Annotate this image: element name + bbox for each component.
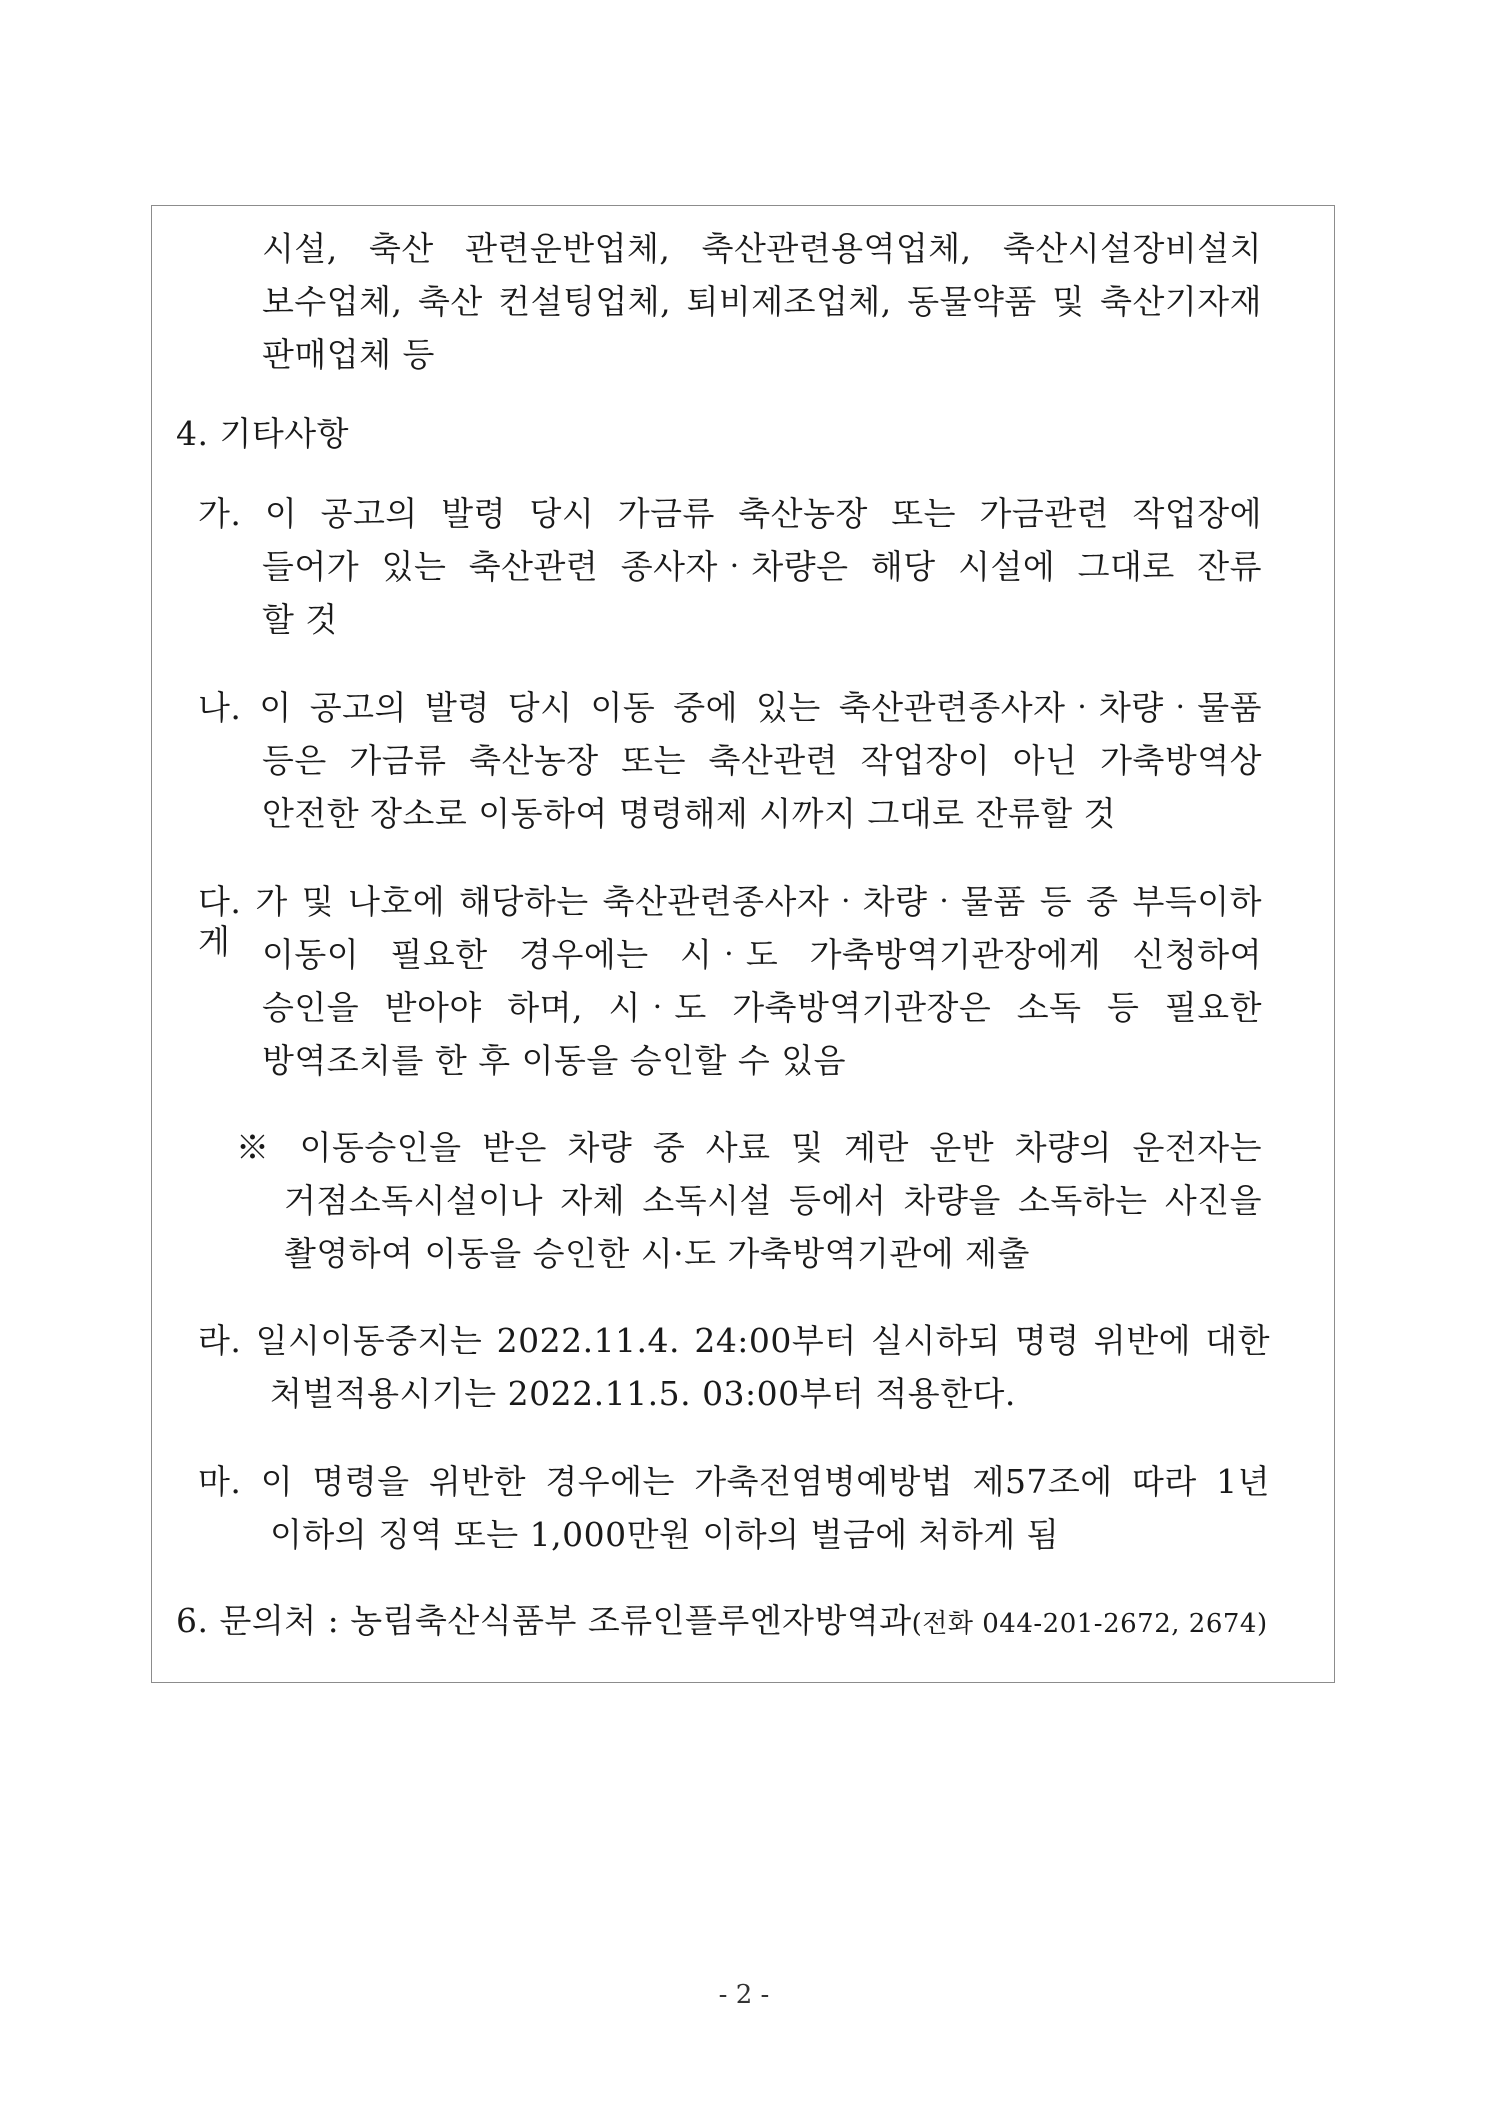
note-line-1: ※ 이동승인을 받은 차량 중 사료 및 계란 운반 차량의 운전자는: [236, 1128, 1262, 1167]
intro-line-3: 판매업체 등: [262, 335, 435, 374]
contact-phone: (전화 044-201-2672, 2674): [911, 1609, 1268, 1639]
item-ra-line-2: 처벌적용시기는 2022.11.5. 03:00부터 적용한다.: [270, 1374, 1016, 1413]
item-ga-line-3: 할 것: [262, 600, 338, 639]
item-na-line-2: 등은 가금류 축산농장 또는 축산관련 작업장이 아닌 가축방역상: [262, 741, 1262, 780]
item-na-line-3: 안전한 장소로 이동하여 명령해제 시까지 그대로 잔류할 것: [262, 794, 1116, 833]
item-ga-line-2: 들어가 있는 축산관련 종사자‧차량은 해당 시설에 그대로 잔류: [262, 547, 1262, 586]
item-ga-line-1: 가. 이 공고의 발령 당시 가금류 축산농장 또는 가금관련 작업장에: [198, 494, 1262, 533]
item-da-line-4: 방역조치를 한 후 이동을 승인할 수 있음: [262, 1041, 846, 1080]
item-na-line-1: 나. 이 공고의 발령 당시 이동 중에 있는 축산관련종사자‧차량‧물품: [198, 688, 1262, 727]
item-da-line-3: 승인을 받아야 하며, 시‧도 가축방역기관장은 소독 등 필요한: [262, 988, 1262, 1027]
notice-box: [151, 205, 1335, 1683]
intro-line-1: 시설, 축산 관련운반업체, 축산관련용역업체, 축산시설장비설치: [262, 229, 1262, 268]
intro-line-2: 보수업체, 축산 컨설팅업체, 퇴비제조업체, 동물약품 및 축산기자재: [262, 282, 1262, 321]
notice-content: [152, 206, 1334, 1682]
section-4-title: 4. 기타사항: [176, 414, 349, 453]
item-da-line-1: 다. 가 및 나호에 해당하는 축산관련종사자‧차량‧물품 등 중 부득이하게: [198, 882, 1262, 961]
section-6-contact: [176, 1601, 1268, 1644]
item-ma-line-2: 이하의 징역 또는 1,000만원 이하의 벌금에 처하게 됨: [270, 1515, 1060, 1554]
item-ma-line-1: 마. 이 명령을 위반한 경우에는 가축전염병예방법 제57조에 따라 1년: [198, 1462, 1270, 1501]
note-line-2: 거점소독시설이나 자체 소독시설 등에서 차량을 소독하는 사진을: [284, 1181, 1262, 1220]
item-ra-line-1: 라. 일시이동중지는 2022.11.4. 24:00부터 실시하되 명령 위반에 대한: [198, 1321, 1270, 1360]
page-number: - 2 -: [718, 1980, 770, 2010]
note-line-3: 촬영하여 이동을 승인한 시·도 가축방역기관에 제출: [284, 1234, 1030, 1273]
contact-label: 6. 문의처 : 농림축산식품부 조류인플루엔자방역과: [176, 1601, 912, 1640]
item-da-line-2: 이동이 필요한 경우에는 시‧도 가축방역기관장에게 신청하여: [262, 935, 1262, 974]
